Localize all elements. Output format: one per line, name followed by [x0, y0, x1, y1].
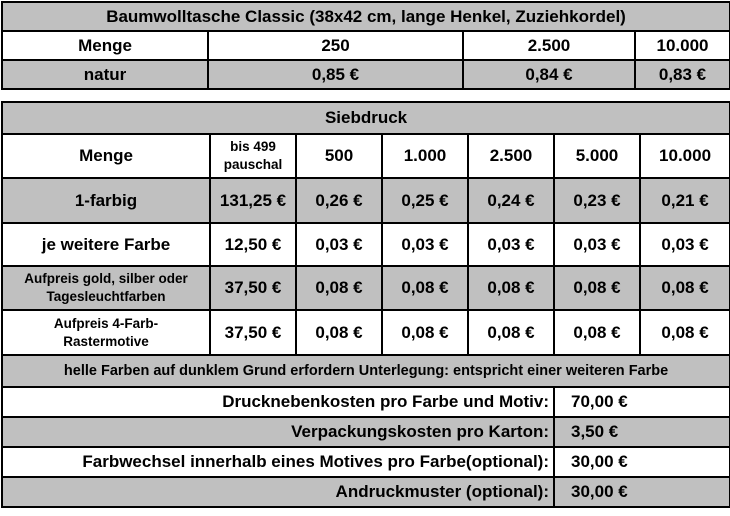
print-header-label: Menge	[2, 134, 210, 178]
row-price: 0,08 €	[554, 310, 640, 355]
table-row	[2, 310, 730, 355]
row-label-line2: Tagesleuchtfarben	[46, 289, 166, 304]
row-label	[2, 266, 210, 310]
row-label: je weitere Farbe	[2, 223, 210, 266]
product-qty: 250	[208, 31, 463, 60]
table-row	[2, 223, 730, 266]
print-qty: 10.000	[640, 134, 730, 178]
product-row-label: natur	[2, 60, 208, 89]
cost-value: 30,00 €	[554, 447, 730, 477]
cost-row	[2, 417, 730, 447]
row-flat-price: 131,25 €	[210, 178, 296, 223]
row-price: 0,03 €	[640, 223, 730, 266]
row-flat-price: 37,50 €	[210, 266, 296, 310]
row-flat-price: 37,50 €	[210, 310, 296, 355]
product-qty: 10.000	[635, 31, 730, 60]
row-price: 0,08 €	[382, 266, 468, 310]
product-qty: 2.500	[463, 31, 635, 60]
print-title: Siebdruck	[2, 102, 730, 134]
cost-value: 30,00 €	[554, 477, 730, 507]
cost-row	[2, 447, 730, 477]
print-header-flat	[210, 134, 296, 178]
row-price: 0,08 €	[382, 310, 468, 355]
print-qty: 5.000	[554, 134, 640, 178]
row-price: 0,03 €	[554, 223, 640, 266]
product-price-table	[1, 1, 730, 90]
product-price: 0,83 €	[635, 60, 730, 89]
row-price: 0,26 €	[296, 178, 382, 223]
row-price: 0,08 €	[468, 310, 554, 355]
row-label: 1-farbig	[2, 178, 210, 223]
table-row	[2, 266, 730, 310]
cost-label: Farbwechsel innerhalb eines Motives pro Farbe(optional):	[2, 447, 554, 477]
cost-row	[2, 477, 730, 507]
print-qty: 2.500	[468, 134, 554, 178]
row-price: 0,08 €	[296, 266, 382, 310]
product-qty-label: Menge	[2, 31, 208, 60]
print-note: helle Farben auf dunklem Grund erfordern Unterlegung: entspricht einer weiteren Farbe	[2, 355, 730, 387]
row-price: 0,08 €	[468, 266, 554, 310]
print-header-flat-line1: bis 499	[230, 139, 276, 154]
print-price-table	[1, 101, 730, 508]
cost-value: 3,50 €	[554, 417, 730, 447]
print-qty: 500	[296, 134, 382, 178]
cost-label: Verpackungskosten pro Karton:	[2, 417, 554, 447]
table-row	[2, 178, 730, 223]
row-flat-price: 12,50 €	[210, 223, 296, 266]
row-price: 0,03 €	[468, 223, 554, 266]
row-price: 0,08 €	[640, 310, 730, 355]
row-price: 0,08 €	[296, 310, 382, 355]
product-price: 0,84 €	[463, 60, 635, 89]
row-label	[2, 310, 210, 355]
cost-label: Andruckmuster (optional):	[2, 477, 554, 507]
row-label-line2: Rastermotive	[63, 333, 149, 349]
row-label-line1: Aufpreis 4-Farb-	[53, 315, 159, 331]
row-price: 0,24 €	[468, 178, 554, 223]
print-header-flat-line2: pauschal	[223, 157, 283, 172]
row-price: 0,03 €	[296, 223, 382, 266]
row-price: 0,08 €	[554, 266, 640, 310]
row-price: 0,08 €	[640, 266, 730, 310]
row-price: 0,23 €	[554, 178, 640, 223]
product-title: Baumwolltasche Classic (38x42 cm, lange Henkel, Zuziehkordel)	[2, 2, 730, 31]
cost-label: Drucknebenkosten pro Farbe und Motiv:	[2, 387, 554, 417]
row-price: 0,21 €	[640, 178, 730, 223]
row-price: 0,03 €	[382, 223, 468, 266]
row-price: 0,25 €	[382, 178, 468, 223]
cost-value: 70,00 €	[554, 387, 730, 417]
row-label-line1: Aufpreis gold, silber oder	[24, 271, 188, 286]
cost-row	[2, 387, 730, 417]
product-price: 0,85 €	[208, 60, 463, 89]
print-qty: 1.000	[382, 134, 468, 178]
